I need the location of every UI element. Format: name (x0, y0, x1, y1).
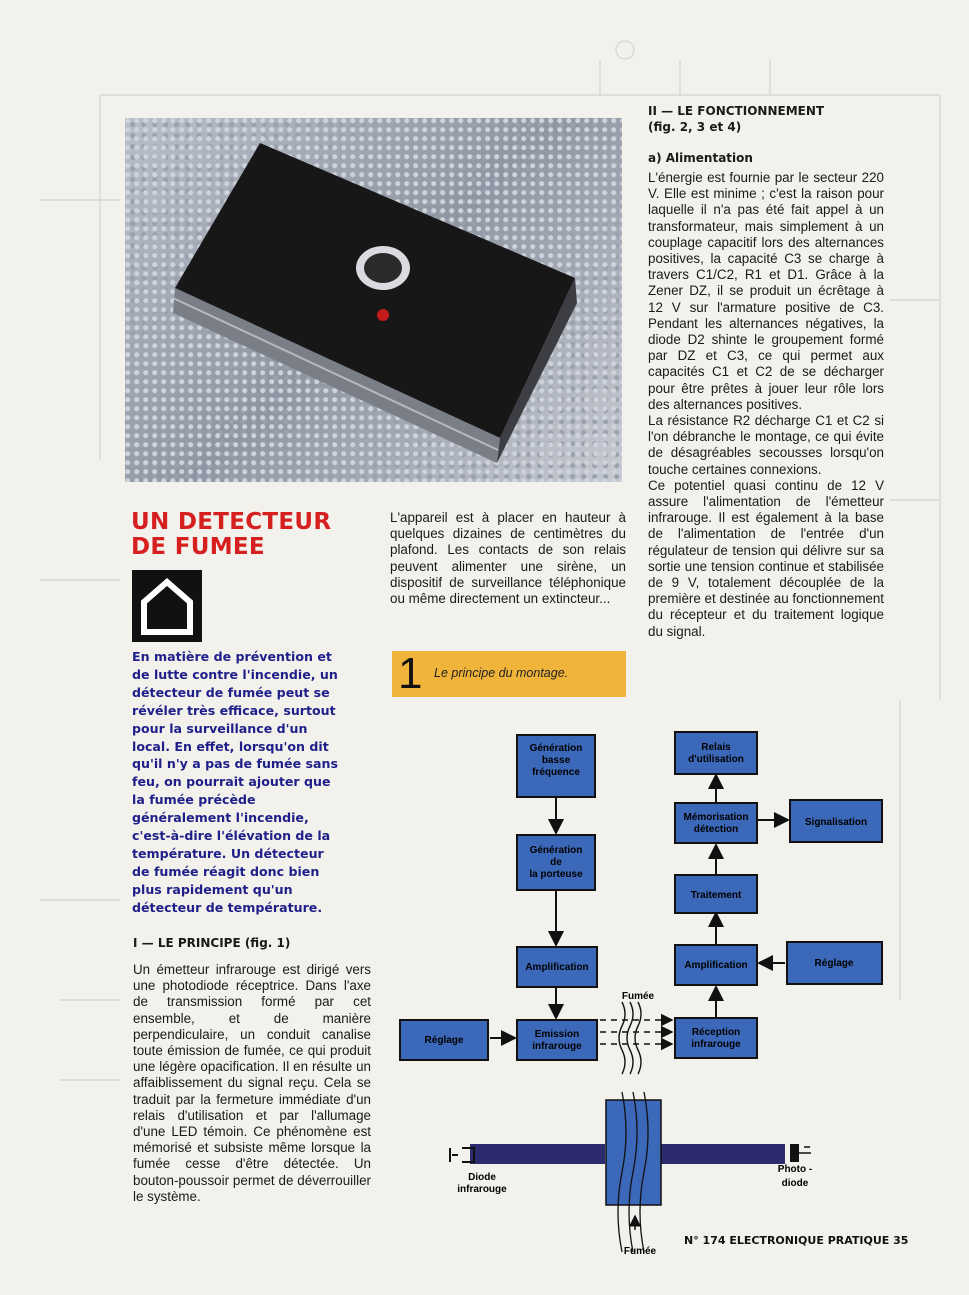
photodiode-line1: Photo - (777, 1164, 813, 1175)
alimentation-paragraph-2: La résistance R2 décharge C1 et C2 si l'on débranche le montage, ce qui évite de désagréables secousses lorsqu'on touche certaines connexions. (648, 413, 884, 477)
block-relais (675, 732, 757, 774)
fonctionnement-title-line2: (fig. 2, 3 et 4) (648, 120, 742, 134)
house-icon (132, 570, 202, 642)
block-reglage-right (787, 942, 882, 984)
block-generation-bf (517, 735, 595, 797)
smoke-duct-drawing (450, 1092, 811, 1252)
block-diagram (390, 720, 900, 1260)
section-fonctionnement-title (648, 103, 878, 135)
fumee-top-label: Fumée (621, 991, 655, 1002)
relais-line1: Relais (701, 742, 731, 753)
diode-ir-line2: infrarouge (457, 1184, 507, 1195)
traitement-label: Traitement (690, 890, 742, 901)
ampli-left-label: Amplification (525, 962, 589, 973)
section-principe-title: I — LE PRINCIPE (fig. 1) (133, 936, 291, 950)
lead-paragraph: En matière de prévention et de lutte contre l'incendie, un détecteur de fumée peut se révéler très efficace, surtout pour la surveillance d'un local. En effet, lorsqu'on dit qu'il n'y a pas de fumée sans feu, on pourrait ajouter que la fumée précède généralement l'incendie, c'est-à-dire l'élévation de la température. Un détecteur de fumée réagit donc bien plus rapidement qu'un détecteur de température. (132, 649, 338, 915)
reglage-left-label: Réglage (424, 1035, 464, 1046)
article-headline (131, 510, 351, 560)
figure-number: 1 (398, 649, 423, 698)
relais-line2: d'utilisation (688, 754, 744, 765)
block-amplification-right (675, 945, 757, 985)
gen-porteuse-line2: de (550, 857, 562, 868)
figure-caption-text: Le principe du montage. (434, 666, 569, 680)
principe-paragraph: Un émetteur infrarouge est dirigé vers une photodiode réceptrice. Dans l'axe de transmission formé par cet ensemble, et de manière perpendiculaire, un conduit canalise toute émission de fumée, ce qui produit une légère opacification. Il en résulte un affaiblissement du signal reçu. Cela se traduit par la fermeture immédiate d'un relais d'utilisation et par l'allumage d'une LED témoin. Ce phénomène est mémorisé et subsiste même lorsque la fumée cesse d'être détectée. Un bouton-poussoir permet de déverrouiller le système. (133, 962, 371, 1204)
reglage-right-label: Réglage (814, 958, 854, 969)
block-memorisation (675, 803, 757, 843)
block-reception (675, 1018, 757, 1058)
gen-bf-line2: basse (541, 755, 571, 766)
placement-paragraph (390, 510, 626, 607)
ampli-right-label: Amplification (684, 960, 748, 971)
placement-text: L'appareil est à placer en hauteur à quelques dizaines de centimètres du plafond. Les contacts de son relais peuvent alimenter une sirène, un dispositif de surveillance téléphonique ou même directement un extincteur... (390, 510, 626, 607)
page-footer: N° 174 ELECTRONIQUE PRATIQUE 35 (684, 1234, 909, 1247)
headline-line1: UN DETECTEUR (131, 509, 332, 535)
gen-bf-line3: fréquence (532, 767, 580, 778)
alimentation-paragraph-3: Ce potentiel quasi continu de 12 V assure l'alimentation de l'émetteur infrarouge. Il est également à la base de l'alimentation de l'entrée d'un régulateur de tension qui délivre sur sa sortie une tension continue et stabilisée de 9 V, totalement découplée de la première et destinée au fonctionnement du récepteur et du traitement logique du signal. (648, 477, 884, 639)
figure-caption (392, 651, 626, 697)
fonctionnement-title-line1: II — LE FONCTIONNEMENT (648, 104, 825, 118)
signalisation-label: Signalisation (804, 817, 868, 828)
alimentation-paragraph-1: L'énergie est fournie par le secteur 220 V. Elle est minime ; c'est la raison pour laquelle il n'a pas été fait appel à un transformateur, mais simplement à un couplage capacitif lors des alternances positives, la capacité C3 se charge à travers C1/C2, R1 et D1. Grâce à la Zener DZ, il se produit un écrêtage à 12 V sur l'armature positive de C3. Pendant les alternances négatives, la diode D2 shinte le groupement formé par DZ et C3, ce qui permet aux capacités C1 et C2 de se décharger pour être prêtes à jouer leur rôle lors des alternances positives. (648, 170, 884, 412)
block-emission (517, 1020, 597, 1060)
memorisation-line1: Mémorisation (683, 812, 749, 823)
block-reglage-left (400, 1020, 488, 1060)
emission-line1: Emission (534, 1029, 580, 1040)
block-amplification-left (517, 947, 597, 987)
section-principe-text (133, 962, 371, 1205)
block-generation-porteuse (517, 835, 595, 890)
reception-line2: infrarouge (691, 1039, 741, 1050)
emission-line2: infrarouge (532, 1041, 582, 1052)
product-photo (125, 118, 622, 482)
photodiode-line2: diode (781, 1178, 809, 1189)
block-traitement (675, 875, 757, 913)
block-signalisation (790, 800, 882, 842)
memorisation-line2: détection (693, 824, 739, 835)
alimentation-text (648, 170, 884, 640)
diode-ir-line1: Diode (468, 1172, 496, 1183)
gen-porteuse-line3: la porteuse (529, 869, 583, 880)
alimentation-subtitle: a) Alimentation (648, 151, 753, 165)
headline-line2: DE FUMEE (131, 534, 265, 560)
gen-bf-line1: Génération (529, 743, 583, 754)
fumee-bottom-label: Fumée (623, 1246, 657, 1257)
gen-porteuse-line1: Génération (529, 845, 583, 856)
reception-line1: Réception (691, 1027, 741, 1038)
